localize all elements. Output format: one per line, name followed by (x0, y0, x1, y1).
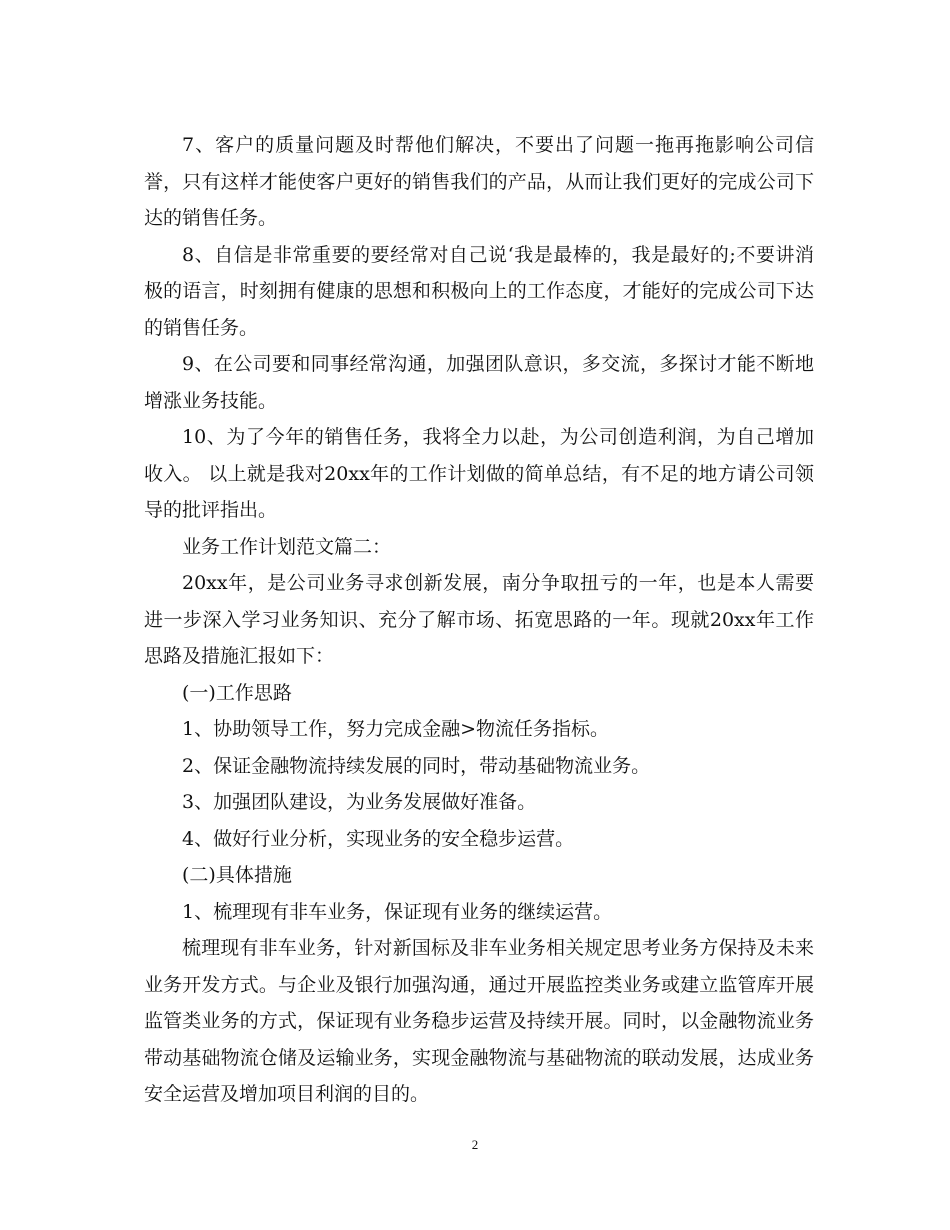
measure-detail-paragraph: 梳理现有非车业务，针对新国标及非车业务相关规定思考业务方保持及未来业务开发方式。与企业及银行加强沟通，通过开展监控类业务或建立监管库开展监管类业务的方式，保证现有业务稳步运营及持续开展。同时，以金融物流业务带动基础物流仓储及运输业务，实现金融物流与基础物流的联动发展，达成业务安全运营及增加项目利润的目的。 (144, 937, 814, 1105)
intro-paragraph: 20xx年，是公司业务寻求创新发展，南分争取扭亏的一年，也是本人需要进一步深入学习业务知识、充分了解市场、拓宽思路的一年。现就20xx年工作思路及措施汇报如下： (144, 572, 814, 667)
work-idea-item-4: 4、做好行业分析，实现业务的安全稳步运营。 (182, 827, 575, 850)
subheading-specific-measures: (二)具体措施 (182, 864, 292, 886)
paragraph-item-8: 8、自信是非常重要的要经常对自己说‘我是最棒的，我是最好的;不要讲消极的语言，时刻拥有健康的思想和积极向上的工作态度，才能好的完成公司下达的销售任务。 (144, 243, 814, 339)
subheading-work-ideas: (一)工作思路 (182, 681, 292, 704)
work-idea-item-3: 3、加强团队建设，为业务发展做好准备。 (182, 791, 537, 813)
paragraph-item-7: 7、客户的质量问题及时帮他们解决，不要出了问题一拖再拖影响公司信誉，只有这样才能使客户更好的销售我们的产品，从而让我们更好的完成公司下达的销售任务。 (144, 134, 814, 229)
document-body (144, 127, 814, 1113)
work-idea-item-2: 2、保证金融物流持续发展的同时，带动基础物流业务。 (182, 754, 651, 777)
section-heading-plan-two: 业务工作计划范文篇二： (182, 535, 392, 558)
paragraph-item-9: 9、在公司要和同事经常沟通，加强团队意识，多交流，多探讨才能不断地增涨业务技能。 (144, 353, 814, 412)
page-number: 2 (471, 1137, 479, 1152)
measure-item-1: 1、梳理现有非车业务，保证现有业务的继续运营。 (182, 900, 613, 923)
work-idea-item-1: 1、协助领导工作，努力完成金融>物流任务指标。 (182, 718, 610, 740)
paragraph-item-10: 10、为了今年的销售任务，我将全力以赴，为公司创造利润，为自己增加收入。 以上就是我对20xx年的工作计划做的简单总结，有不足的地方请公司领导的批评指出。 (144, 426, 814, 521)
